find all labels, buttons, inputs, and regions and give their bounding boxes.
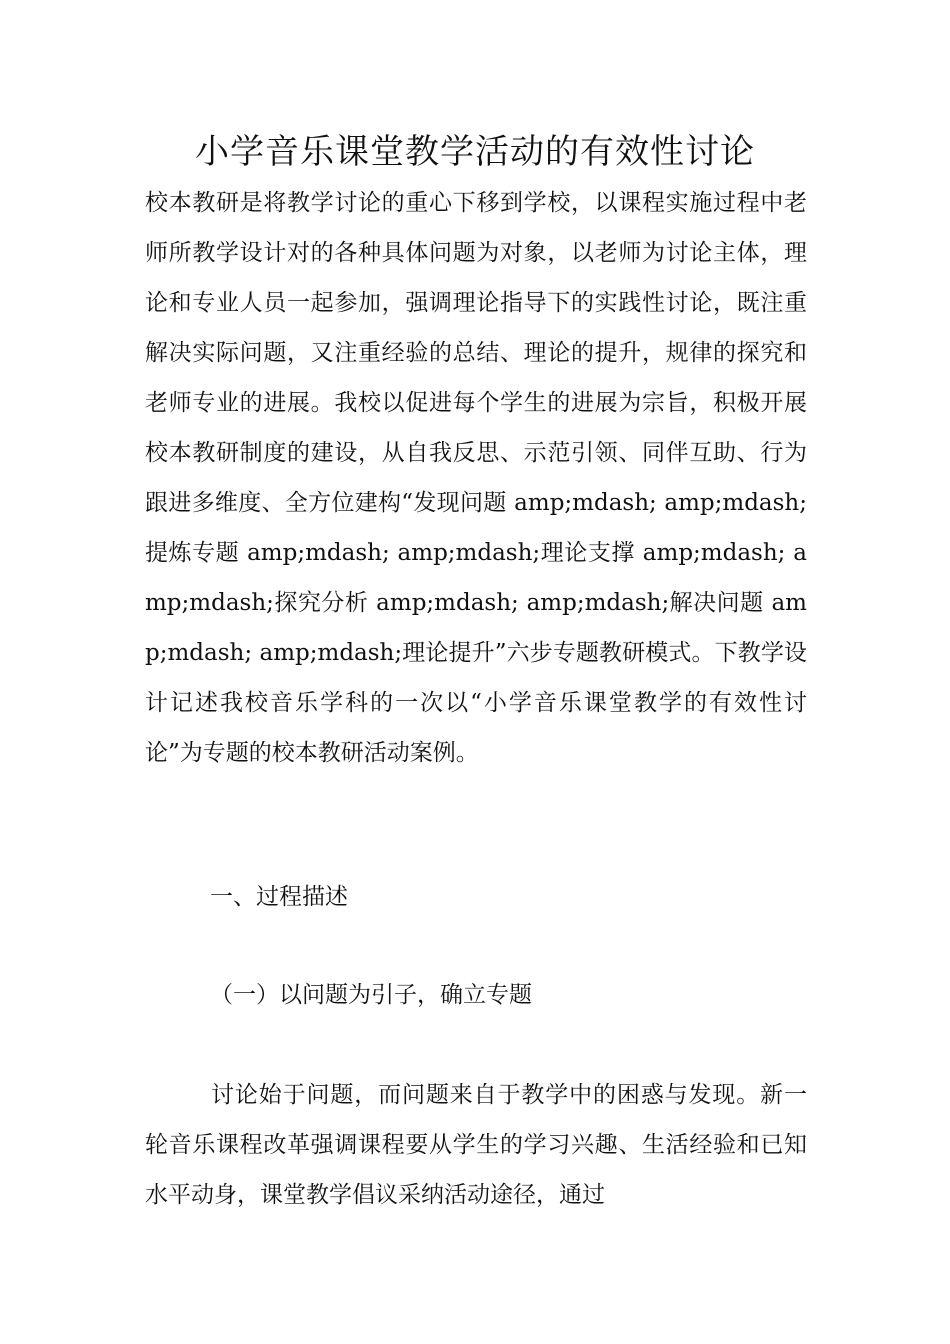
section-heading: 一、过程描述 bbox=[210, 884, 348, 910]
body-paragraph: 讨论始于问题，而问题来自于教学中的困惑与发现。新一轮音乐课程改革强调课程要从学生的学习兴趣、生活经验和已知水平动身，课堂教学倡议采纳活动途径，通过 bbox=[145, 1082, 807, 1208]
subsection-heading: （一）以问题为引子，确立专题 bbox=[210, 982, 532, 1008]
document-title: 小学音乐课堂教学活动的有效性讨论 bbox=[195, 132, 755, 172]
body-paragraph: 校本教研是将教学讨论的重心下移到学校，以课程实施过程中老师所教学设计对的各种具体问题为对象，以老师为讨论主体，理论和专业人员一起参加，强调理论指导下的实践性讨论，既注重解决实际问题，又注重经验的总结、理论的提升，规律的探究和老师专业的进展。我校以促进每个学生的进展为宗旨，积极开展校本教研制度的建设，从自我反思、示范引领、同伴互助、行为跟进多维度、全方位建构“发现问题 amp;mdash; amp;mdash;提炼专题 amp;mdash; amp;mdash;理论支撑 amp;mdash; amp;mdash;探究分析 amp;mdash; amp;mdash;解决问题 amp;mdash; amp;mdash;理论提升”六步专题教研模式。下教学设计记述我校音乐学科的一次以“小学音乐课堂教学的有效性讨论”为专题的校本教研活动案例。 bbox=[145, 190, 807, 766]
